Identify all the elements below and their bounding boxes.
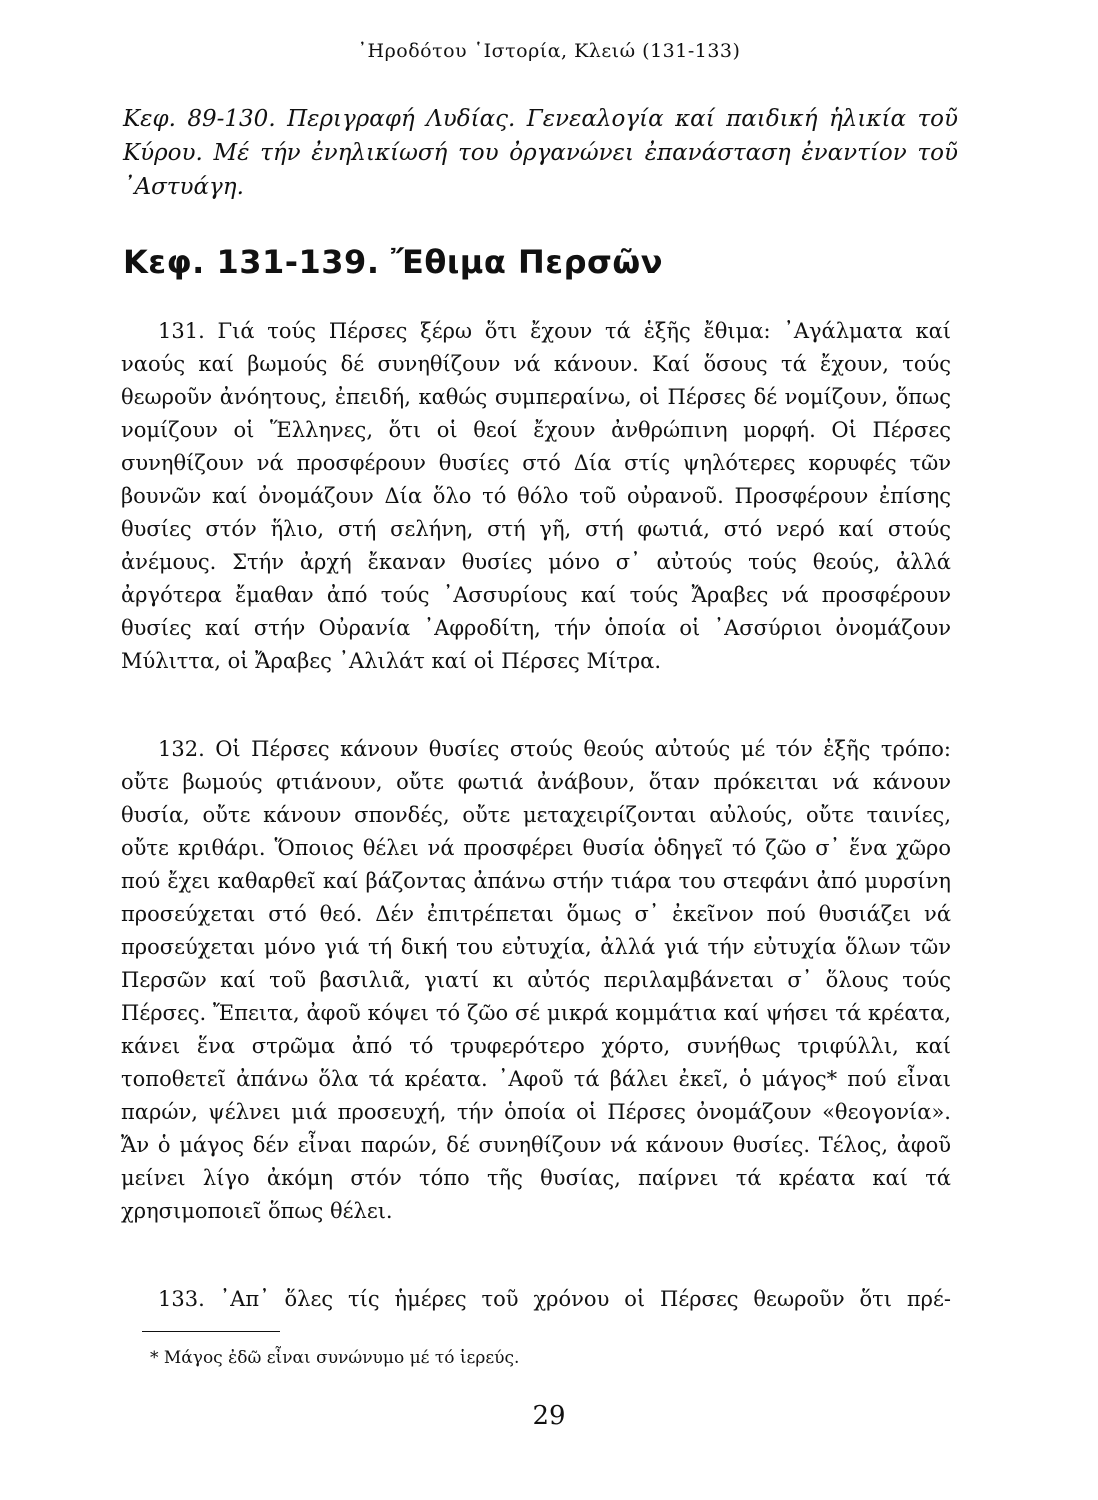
paragraph-131: 131. Γιά τούς Πέρσες ξέρω ὅτι ἔχουν τά ἑξῆς ἔθιμα: ᾿Αγάλματα καί ναούς καί βωμούς δέ συνηθίζουν νά κάνουν. Καί ὅσους τά ἔχουν, τούς θεωροῦν ἀνόητους, ἐπειδή, καθώς συμπεραίνω, οἱ Πέρσες δέ νομίζουν, ὅπως νομίζουν οἱ Ἕλληνες, ὅτι οἱ θεοί ἔχουν ἀνθρώπινη μορφή. Οἱ Πέρσες συνηθίζουν νά προσφέρουν θυσίες στό Δία στίς ψηλότερες κορυφές τῶν βουνῶν καί ὀνομάζουν Δία ὅλο τό θόλο τοῦ οὐρανοῦ. Προσφέρουν ἐπίσης θυσίες στόν ἥλιο, στή σελήνη, στή γῆ, στή φωτιά, στό νερό καί στούς ἀνέμους. Στήν ἀρχή ἔκαναν θυσίες μόνο σ᾿ αὐτούς τούς θεούς, ἀλλά ἀργότερα ἔμαθαν ἀπό τούς ᾿Ασσυρίους καί τούς Ἄραβες νά προσφέρουν θυσίες καί στήν Οὐρανία ᾿Αφροδίτη, τήν ὁποία οἱ ᾿Ασσύριοι ὀνομάζουν Μύλιττα, οἱ Ἄραβες ᾿Αλιλάτ καί οἱ Πέρσες Μίτρα. bbox=[121, 319, 951, 673]
footnote-divider bbox=[142, 1331, 280, 1332]
chapter-summary: Κεφ. 89-130. Περιγραφή Λυδίας. Γενεαλογία καί παιδική ἡλικία τοῦ Κύρου. Μέ τήν ἐνηλικίωσή του ὀργανώνει ἐπανάσταση ἐναντίον τοῦ ᾿Αστυάγη. bbox=[123, 106, 958, 200]
footnote: * Μάγος ἐδῶ εἶναι συνώνυμο μέ τό ἱερεύς. bbox=[150, 1348, 520, 1368]
paragraph-132: 132. Οἱ Πέρσες κάνουν θυσίες στούς θεούς αὐτούς μέ τόν ἑξῆς τρόπο: οὔτε βωμούς φτιάνουν, οὔτε φωτιά ἀνάβουν, ὅταν πρόκειται νά κάνουν θυσία, οὔτε κάνουν σπονδές, οὔτε μεταχειρίζονται αὐλούς, οὔτε ταινίες, οὔτε κριθάρι. Ὅποιος θέλει νά προσφέρει θυσία ὁδηγεῖ τό ζῶο σ᾿ ἕνα χῶρο πού ἔχει καθαρθεῖ καί βάζοντας ἀπάνω στήν τιάρα του στεφάνι ἀπό μυρσίνη προσεύχεται στό θεό. Δέν ἐπιτρέπεται ὅμως σ᾿ ἐκεῖνον πού θυσιάζει νά προσεύχεται μόνο γιά τή δική του εὐτυχία, ἀλλά γιά τήν εὐτυχία ὅλων τῶν Περσῶν καί τοῦ βασιλιᾶ, γιατί κι αὐτός περιλαμβάνεται σ᾿ ὅλους τούς Πέρσες. Ἔπειτα, ἀφοῦ κόψει τό ζῶο σέ μικρά κομμάτια καί ψήσει τά κρέατα, κάνει ἕνα στρῶμα ἀπό τό τρυφερότερο χόρτο, συνήθως τριφύλλι, καί τοποθετεῖ ἀπάνω ὅλα τά κρέατα. ᾿Αφοῦ τά βάλει ἐκεῖ, ὁ μάγος* πού εἶναι παρών, ψέλνει μιά προσευχή, τήν ὁποία οἱ Πέρσες ὀνομάζουν «θεογονία». Ἄν ὁ μάγος δέν εἶναι παρών, δέ συνηθίζουν νά κάνουν θυσίες. Τέλος, ἀφοῦ μείνει λίγο ἀκόμη στόν τόπο τῆς θυσίας, παίρνει τά κρέατα καί τά χρησιμοποιεῖ ὅπως θέλει. bbox=[121, 737, 951, 1223]
paragraph-133: 133. ᾿Απ᾿ ὅλες τίς ἡμέρες τοῦ χρόνου οἱ Πέρσες θεωροῦν ὅτι πρέ- bbox=[158, 1287, 951, 1311]
running-header: ᾿Ηροδότου ῾Ιστορία, Κλειώ (131-133) bbox=[357, 40, 741, 62]
page-number: 29 bbox=[532, 1401, 566, 1431]
section-heading: Κεφ. 131-139. Ἔθιμα Περσῶν bbox=[123, 243, 663, 281]
